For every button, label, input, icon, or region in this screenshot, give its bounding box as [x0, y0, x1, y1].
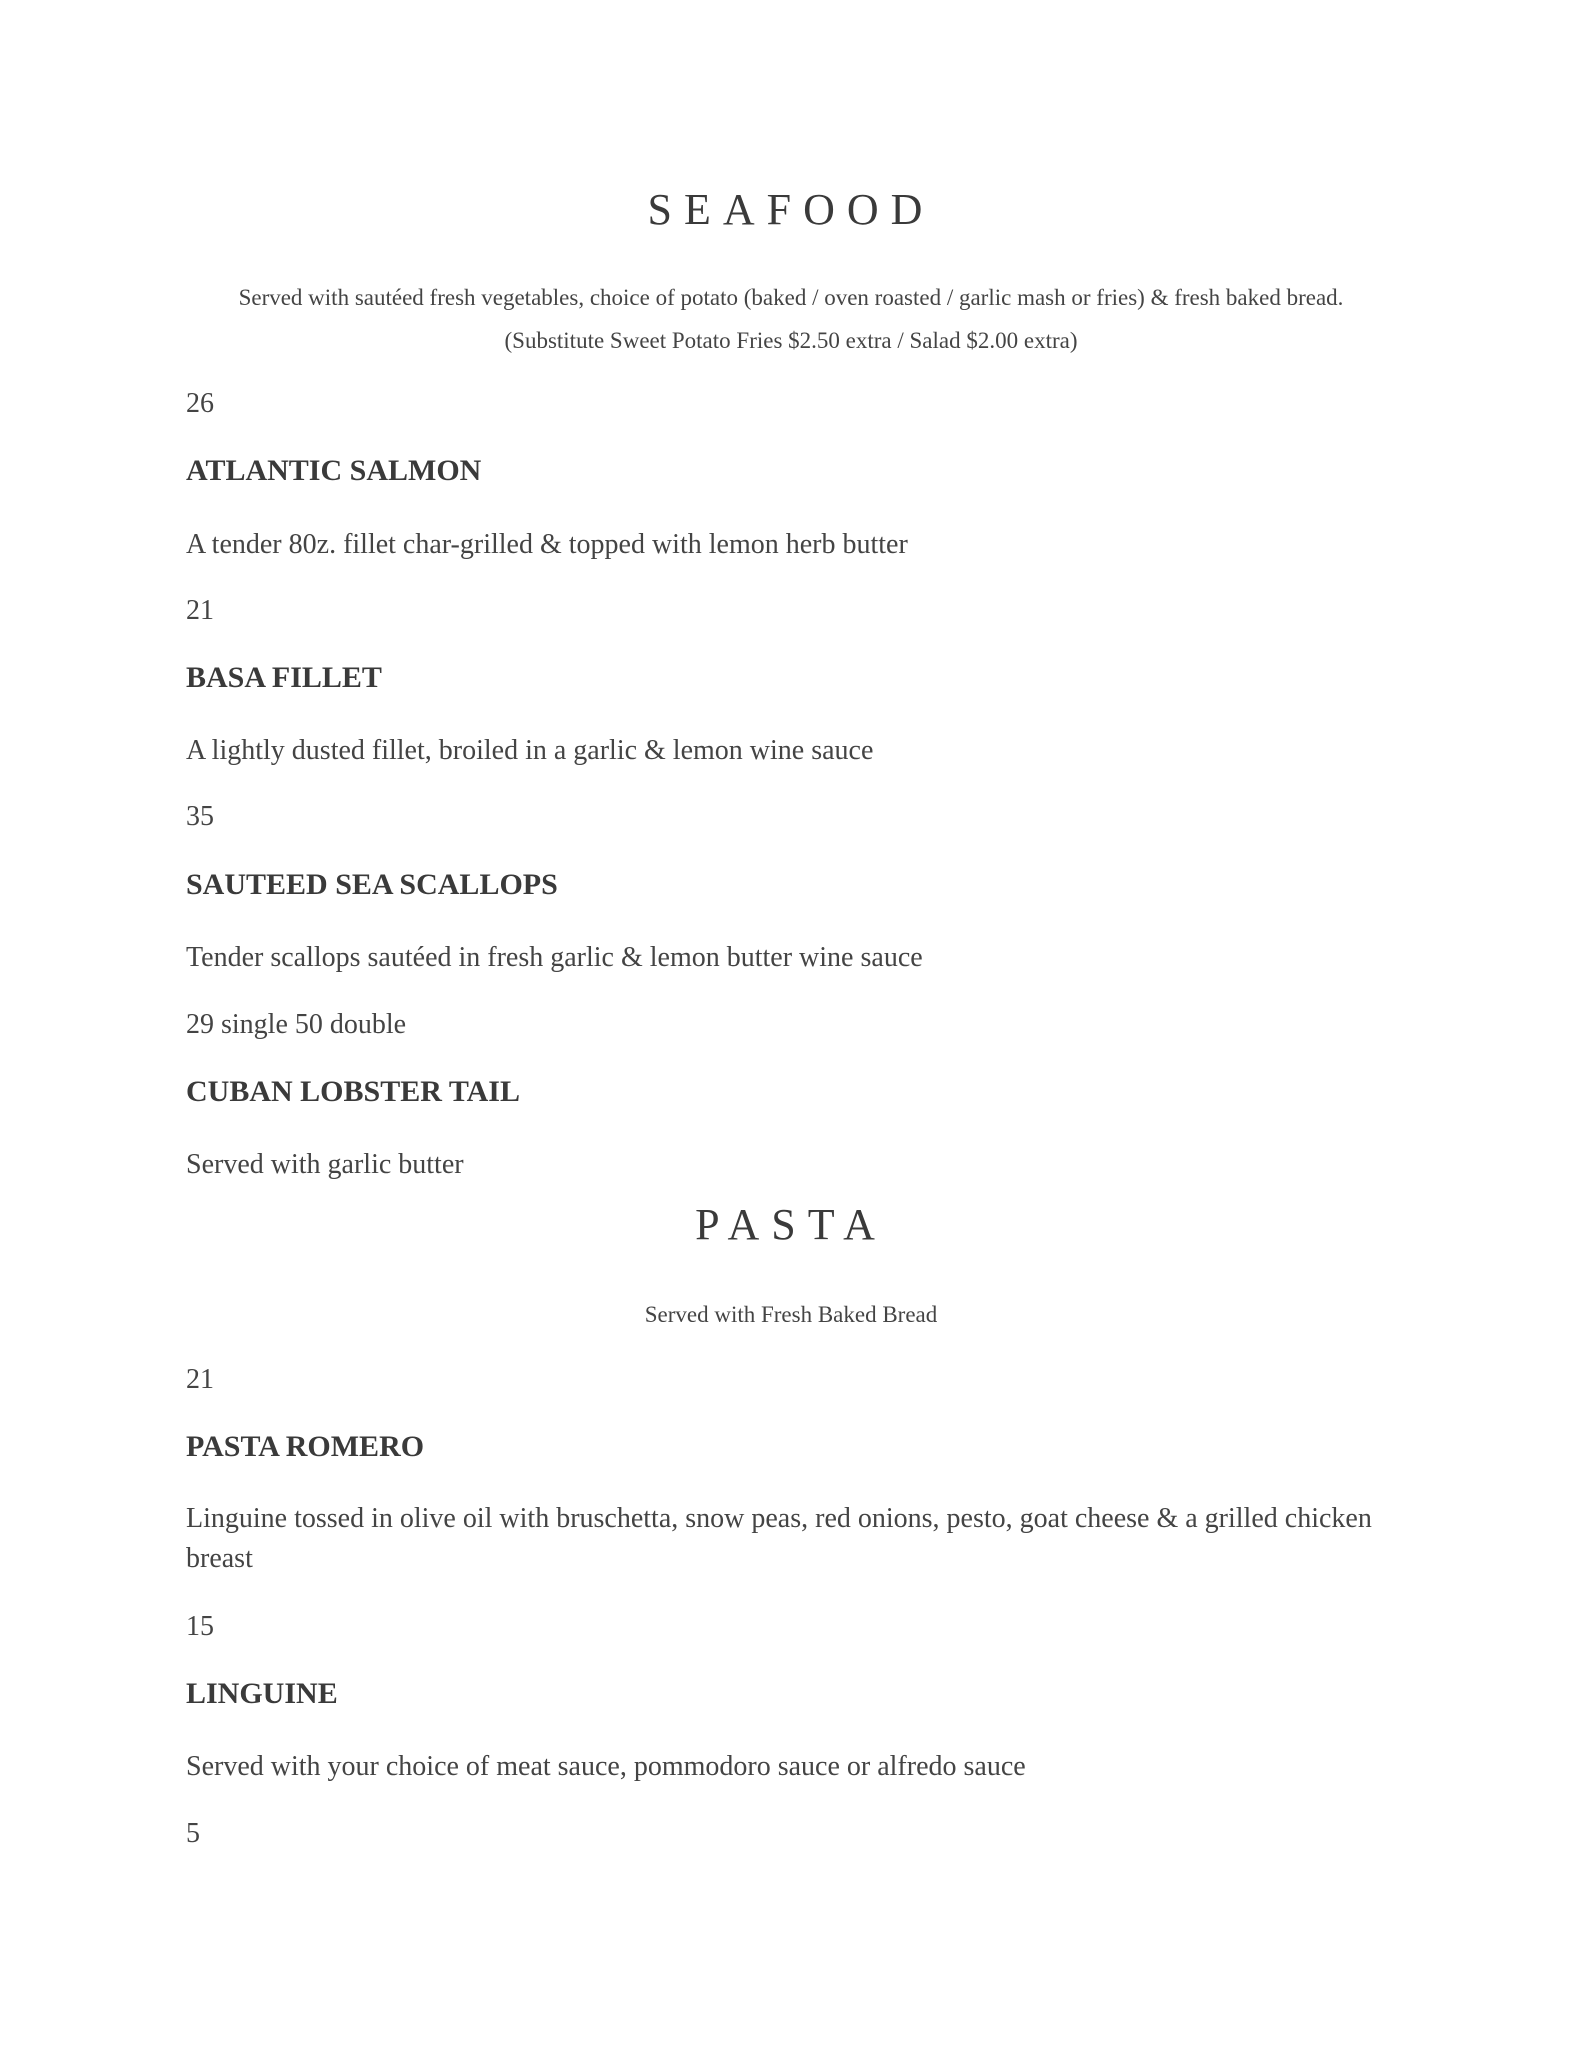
item-price: 21: [186, 1364, 214, 1395]
item-price: 5: [186, 1818, 200, 1849]
item-name: ATLANTIC SALMON: [186, 454, 482, 487]
pasta-subtitle: Served with Fresh Baked Bread: [644, 1302, 938, 1327]
item-description: Served with garlic butter: [186, 1149, 464, 1180]
item-description: A lightly dusted fillet, broiled in a garlic & lemon wine sauce: [186, 735, 874, 766]
item-name: BASA FILLET: [186, 661, 382, 694]
item-description: Linguine tossed in olive oil with bruschetta, snow peas, red onions, pesto, goat cheese & a grilled chicken breast: [186, 1503, 1372, 1574]
item-name: SAUTEED SEA SCALLOPS: [186, 868, 558, 901]
item-name: LINGUINE: [186, 1677, 338, 1710]
item-name: PASTA ROMERO: [186, 1430, 425, 1463]
item-price: 29 single 50 double: [186, 1009, 407, 1040]
item-price: 26: [186, 388, 214, 419]
pasta-title: PASTA: [695, 1200, 887, 1249]
seafood-subtitle: Served with sautéed fresh vegetables, choice of potato (baked / oven roasted / garlic mash or fries) & fresh baked bread. (Substitute Sweet Potato Fries $2.50 extra / Salad $2.00 extra): [238, 285, 1344, 353]
item-description: Served with your choice of meat sauce, pommodoro sauce or alfredo sauce: [186, 1751, 1026, 1782]
item-price: 35: [186, 801, 214, 832]
item-description: A tender 80z. fillet char-grilled & topped with lemon herb butter: [186, 529, 908, 560]
item-name: CUBAN LOBSTER TAIL: [186, 1075, 520, 1108]
seafood-title: SEAFOOD: [647, 185, 935, 234]
item-price: 21: [186, 595, 214, 626]
item-price: 15: [186, 1611, 214, 1642]
item-description: Tender scallops sautéed in fresh garlic & lemon butter wine sauce: [186, 942, 923, 973]
